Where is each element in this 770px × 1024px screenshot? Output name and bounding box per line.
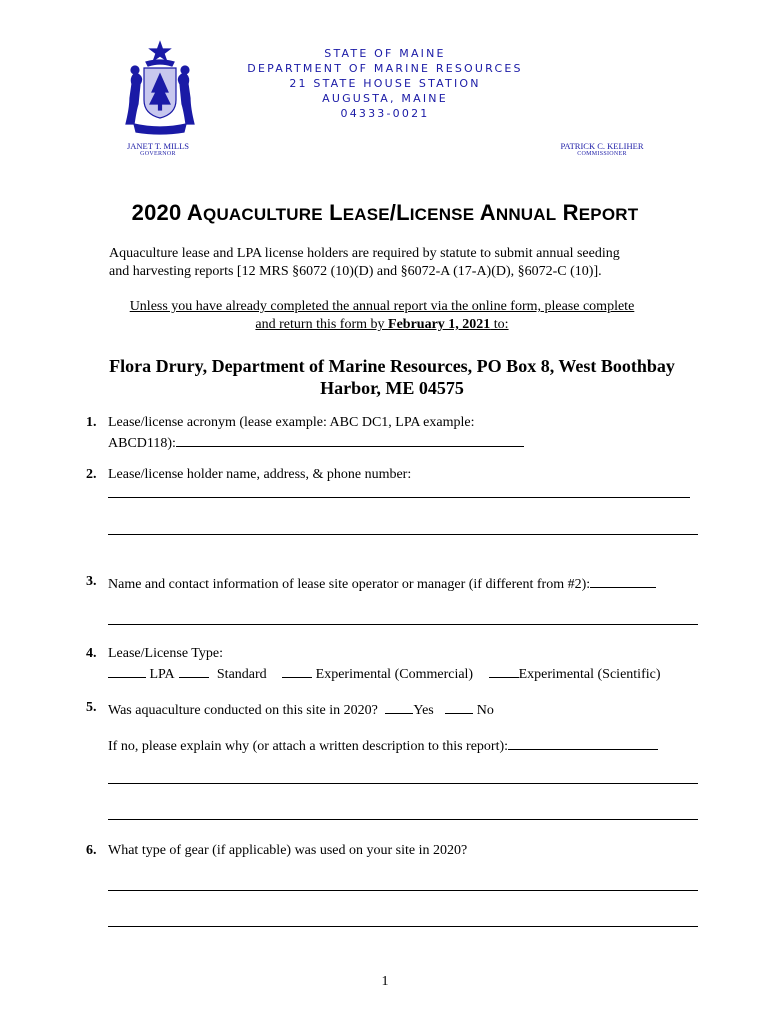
- commissioner-name: PATRICK C. KELIHER: [560, 141, 644, 151]
- holder-answer-line-2[interactable]: [108, 534, 698, 535]
- mailing-address-line-1: Flora Drury, Department of Marine Resources, PO Box 8, West Boothbay: [109, 356, 675, 376]
- governor-title: GOVERNOR: [140, 151, 176, 157]
- explain-answer-line-1[interactable]: [108, 783, 698, 784]
- lpa-check-field[interactable]: [108, 663, 146, 678]
- question-3: [86, 573, 706, 594]
- question-number: 5.: [86, 700, 97, 715]
- lease-type-options: [108, 663, 706, 684]
- acronym-answer-field[interactable]: [176, 432, 524, 447]
- intro-line-1: Aquaculture lease and LPA license holders are required by statute to submit annual seeding: [109, 246, 620, 261]
- operator-answer-line[interactable]: [108, 624, 698, 625]
- question-text: Was aquaculture conducted on this site in 2020?: [108, 703, 378, 718]
- holder-answer-line-1[interactable]: [108, 497, 690, 498]
- governor-block: [118, 141, 198, 157]
- question-1: [86, 414, 686, 453]
- question-text: Lease/license acronym (lease example: ABC DC1, LPA example:: [108, 415, 475, 430]
- option-experimental-scientific: Experimental (Scientific): [518, 667, 661, 682]
- question-5: [86, 699, 706, 720]
- operator-answer-field[interactable]: [590, 573, 656, 588]
- question-text: Lease/license holder name, address, & phone number:: [108, 467, 412, 482]
- letterhead-department: DEPARTMENT OF MARINE RESOURCES: [247, 62, 523, 75]
- question-text: Lease/License Type:: [108, 646, 223, 661]
- commissioner-block: [552, 141, 652, 157]
- explain-answer-line-2[interactable]: [108, 819, 698, 820]
- option-lpa: LPA: [149, 667, 174, 682]
- option-experimental-commercial: Experimental (Commercial): [315, 667, 474, 682]
- question-number: 6.: [86, 843, 97, 858]
- question-text: Name and contact information of lease site operator or manager (if different from #2):: [108, 577, 591, 592]
- notice-line-2: and return this form by February 1, 2021 to:: [255, 317, 509, 332]
- question-4: [86, 645, 706, 684]
- question-text: What type of gear (if applicable) was used on your site in 2020?: [108, 843, 468, 858]
- letterhead-address: [0, 46, 770, 121]
- exp-scientific-check-field[interactable]: [489, 663, 519, 678]
- explain-answer-field[interactable]: [508, 735, 658, 750]
- governor-name: JANET T. MILLS: [126, 141, 190, 151]
- question-text-cont: ABCD118):: [108, 436, 176, 451]
- gear-answer-line-1[interactable]: [108, 890, 698, 891]
- question-6: [86, 842, 706, 860]
- option-no: No: [476, 703, 494, 718]
- deadline-date: February 1, 2021: [388, 317, 491, 332]
- option-standard: Standard: [216, 667, 267, 682]
- question-number: 1.: [86, 415, 97, 430]
- option-yes: Yes: [413, 703, 434, 718]
- yes-check-field[interactable]: [385, 699, 413, 714]
- question-2: [86, 466, 706, 484]
- mailing-address-line-2: Harbor, ME 04575: [320, 378, 464, 398]
- intro-line-2: and harvesting reports [12 MRS §6072 (10)(D) and §6072-A (17-A)(D), §6072-C (10)].: [109, 264, 602, 279]
- letterhead-city: AUGUSTA, MAINE: [322, 92, 448, 105]
- question-number: 3.: [86, 574, 97, 589]
- mailing-address: [0, 355, 770, 399]
- letterhead-station: 21 STATE HOUSE STATION: [289, 77, 481, 90]
- intro-paragraph: [109, 245, 689, 281]
- question-5-followup: [108, 735, 708, 756]
- letterhead-zip: 04333-0021: [340, 107, 430, 120]
- question-number: 4.: [86, 646, 97, 661]
- standard-check-field[interactable]: [179, 663, 209, 678]
- page-number: 1: [381, 974, 389, 989]
- commissioner-title: COMMISSIONER: [577, 151, 627, 157]
- letterhead-state: STATE OF MAINE: [324, 47, 446, 60]
- gear-answer-line-2[interactable]: [108, 926, 698, 927]
- notice-line-1: Unless you have already completed the annual report via the online form, please complete: [129, 299, 635, 314]
- no-check-field[interactable]: [445, 699, 473, 714]
- question-number: 2.: [86, 467, 97, 482]
- report-title: 2020 AQUACULTURE LEASE/LICENSE ANNUAL REPORT: [131, 200, 639, 225]
- exp-commercial-check-field[interactable]: [282, 663, 312, 678]
- followup-text: If no, please explain why (or attach a written description to this report):: [108, 739, 509, 754]
- submission-notice: [0, 298, 764, 334]
